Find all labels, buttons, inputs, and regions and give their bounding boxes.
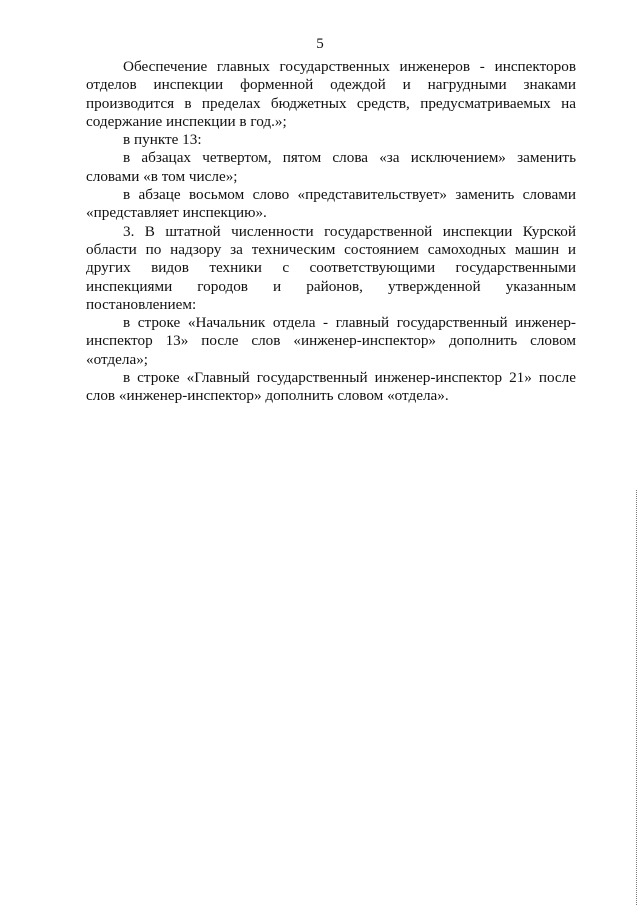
scan-edge-line <box>635 490 637 905</box>
page-number: 5 <box>316 36 324 52</box>
paragraph-row-chief-inspector: в строке «Главный государственный инженер-инспектор 21» после слов «инженер-инспектор» дополнить словом «отдела». <box>86 369 576 405</box>
paragraph-staff-count: 3. В штатной численности государственной инспекции Курской области по надзору за техническим состоянием самоходных машин и других видов техники с соответствующими государственными инспекциями городов и районов, утвержденной указанным постановлением: <box>86 222 576 313</box>
paragraph-row-head-of-department: в строке «Начальник отдела - главный государственный инженер-инспектор 13» после слов «инженер-инспектор» дополнить словом «отдела»; <box>86 314 576 368</box>
paragraph-item-13: в пункте 13: <box>123 131 202 149</box>
paragraph-abzac-8: в абзаце восьмом слово «представительствует» заменить словами «представляет инспекцию». <box>86 186 576 222</box>
paragraph-uniform-provision: Обеспечение главных государственных инженеров - инспекторов отделов инспекции форменной одеждой и нагрудными знаками производится в пределах бюджетных средств, предусматриваемых на содержание инспекции в год.»; <box>86 58 576 130</box>
document-body <box>86 58 576 406</box>
paragraph-abzac-4-5: в абзацах четвертом, пятом слова «за исключением» заменить словами «в том числе»; <box>86 149 576 185</box>
